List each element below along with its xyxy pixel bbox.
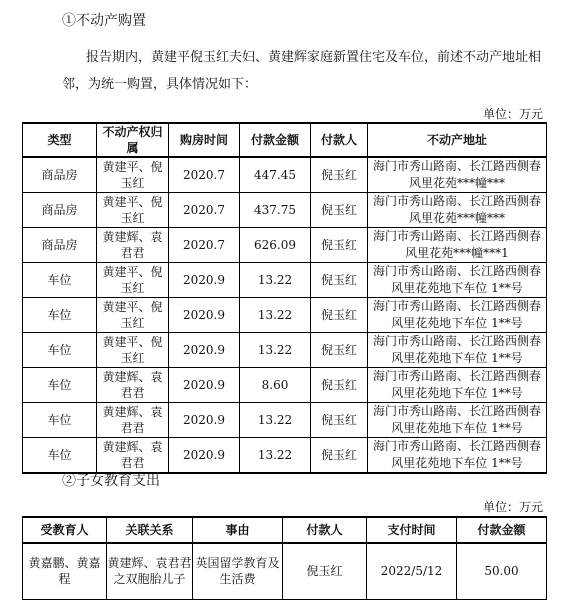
- cell-student: 黄嘉鹏、黄嘉程: [23, 543, 107, 599]
- cell-type: 车位: [23, 333, 97, 368]
- cell-purchase-time: 2020.7: [169, 193, 240, 228]
- cell-payer: 倪玉红: [311, 228, 368, 263]
- cell-address: 海门市秀山路南、长江路西侧春风里花苑地下车位 1**号: [368, 368, 547, 403]
- cell-purchase-time: 2020.7: [169, 228, 240, 263]
- cell-type: 商品房: [23, 228, 97, 263]
- cell-reason: 英国留学教育及生活费: [193, 543, 283, 599]
- cell-type: 商品房: [23, 193, 97, 228]
- cell-ownership: 黄建辉、袁君君: [97, 403, 169, 438]
- cell-purchase-time: 2020.9: [169, 333, 240, 368]
- col-header-amount: 付款金额: [240, 123, 311, 157]
- cell-payer: 倪玉红: [311, 157, 368, 193]
- cell-ownership: 黄建辉、袁君君: [97, 438, 169, 474]
- cell-type: 车位: [23, 368, 97, 403]
- cell-amount: 13.22: [240, 403, 311, 438]
- cell-purchase-time: 2020.9: [169, 403, 240, 438]
- cell-amount: 13.22: [240, 298, 311, 333]
- cell-payer: 倪玉红: [283, 543, 367, 599]
- cell-payer: 倪玉红: [311, 438, 368, 474]
- unit-label: 单位：万元: [482, 107, 543, 121]
- cell-address: 海门市秀山路南、长江路西侧春风里花苑地下车位 1**号: [368, 298, 547, 333]
- col-header-relation: 关联关系: [107, 517, 193, 543]
- table-header-row: [23, 517, 547, 543]
- cell-payer: 倪玉红: [311, 263, 368, 298]
- table-row: [23, 333, 547, 368]
- section-heading-real-estate: ①不动产购置: [62, 13, 146, 29]
- cell-type: 商品房: [23, 157, 97, 193]
- cell-payment-time: 2022/5/12: [367, 543, 457, 599]
- table-row: [23, 228, 547, 263]
- table-row: [23, 438, 547, 474]
- col-header-type: 类型: [23, 123, 97, 157]
- table-header-row: [23, 123, 547, 157]
- cell-address: 海门市秀山路南、长江路西侧春风里花苑地下车位 1**号: [368, 403, 547, 438]
- table-row: [23, 298, 547, 333]
- cell-amount: 447.45: [240, 157, 311, 193]
- col-header-student: 受教育人: [23, 517, 107, 543]
- cell-address: 海门市秀山路南、长江路西侧春风里花苑***幢***: [368, 193, 547, 228]
- cell-payer: 倪玉红: [311, 368, 368, 403]
- cell-type: 车位: [23, 403, 97, 438]
- cell-address: 海门市秀山路南、长江路西侧春风里花苑***幢***: [368, 157, 547, 193]
- col-header-purchase-time: 购房时间: [169, 123, 240, 157]
- cell-amount: 13.22: [240, 438, 311, 474]
- cell-address: 海门市秀山路南、长江路西侧春风里花苑地下车位 1**号: [368, 438, 547, 474]
- table-row: [23, 263, 547, 298]
- col-header-address: 不动产地址: [368, 123, 547, 157]
- cell-type: 车位: [23, 263, 97, 298]
- cell-purchase-time: 2020.9: [169, 263, 240, 298]
- education-expense-table: [22, 516, 547, 600]
- intro-paragraph: 报告期内，黄建平倪玉红夫妇、黄建辉家庭新置住宅及车位，前述不动产地址相邻，为统一购置，具体情况如下：: [62, 50, 542, 92]
- cell-amount: 626.09: [240, 228, 311, 263]
- table-row: [23, 157, 547, 193]
- cell-ownership: 黄建平、倪玉红: [97, 193, 169, 228]
- cell-purchase-time: 2020.9: [169, 438, 240, 474]
- cell-ownership: 黄建辉、袁君君: [97, 228, 169, 263]
- cell-purchase-time: 2020.9: [169, 368, 240, 403]
- cell-amount: 437.75: [240, 193, 311, 228]
- col-header-amount: 付款金额: [457, 517, 547, 543]
- col-header-payer: 付款人: [311, 123, 368, 157]
- cell-address: 海门市秀山路南、长江路西侧春风里花苑***幢***1: [368, 228, 547, 263]
- cell-purchase-time: 2020.9: [169, 298, 240, 333]
- cell-purchase-time: 2020.7: [169, 157, 240, 193]
- col-header-reason: 事由: [193, 517, 283, 543]
- table-row: [23, 543, 547, 599]
- cell-address: 海门市秀山路南、长江路西侧春风里花苑地下车位 1**号: [368, 333, 547, 368]
- cell-ownership: 黄建辉、袁君君: [97, 368, 169, 403]
- cell-type: 车位: [23, 438, 97, 474]
- col-header-payment-time: 支付时间: [367, 517, 457, 543]
- cell-type: 车位: [23, 298, 97, 333]
- table-row: [23, 368, 547, 403]
- unit-label: 单位：万元: [482, 500, 543, 514]
- cell-payer: 倪玉红: [311, 298, 368, 333]
- cell-amount: 13.22: [240, 333, 311, 368]
- cell-ownership: 黄建平、倪玉红: [97, 263, 169, 298]
- cell-amount: 8.60: [240, 368, 311, 403]
- cell-ownership: 黄建平、倪玉红: [97, 333, 169, 368]
- table-row: [23, 193, 547, 228]
- col-header-payer: 付款人: [283, 517, 367, 543]
- cell-payer: 倪玉红: [311, 333, 368, 368]
- section-heading-education: ②子女教育支出: [62, 473, 160, 489]
- table-row: [23, 403, 547, 438]
- cell-amount: 50.00: [457, 543, 547, 599]
- cell-amount: 13.22: [240, 263, 311, 298]
- cell-relation: 黄建辉、袁君君之双胞胎儿子: [107, 543, 193, 599]
- cell-payer: 倪玉红: [311, 193, 368, 228]
- cell-payer: 倪玉红: [311, 403, 368, 438]
- real-estate-table: [22, 122, 547, 474]
- cell-address: 海门市秀山路南、长江路西侧春风里花苑地下车位 1**号: [368, 263, 547, 298]
- cell-ownership: 黄建平、倪玉红: [97, 298, 169, 333]
- col-header-ownership: 不动产权归属: [97, 123, 169, 157]
- cell-ownership: 黄建平、倪玉红: [97, 157, 169, 193]
